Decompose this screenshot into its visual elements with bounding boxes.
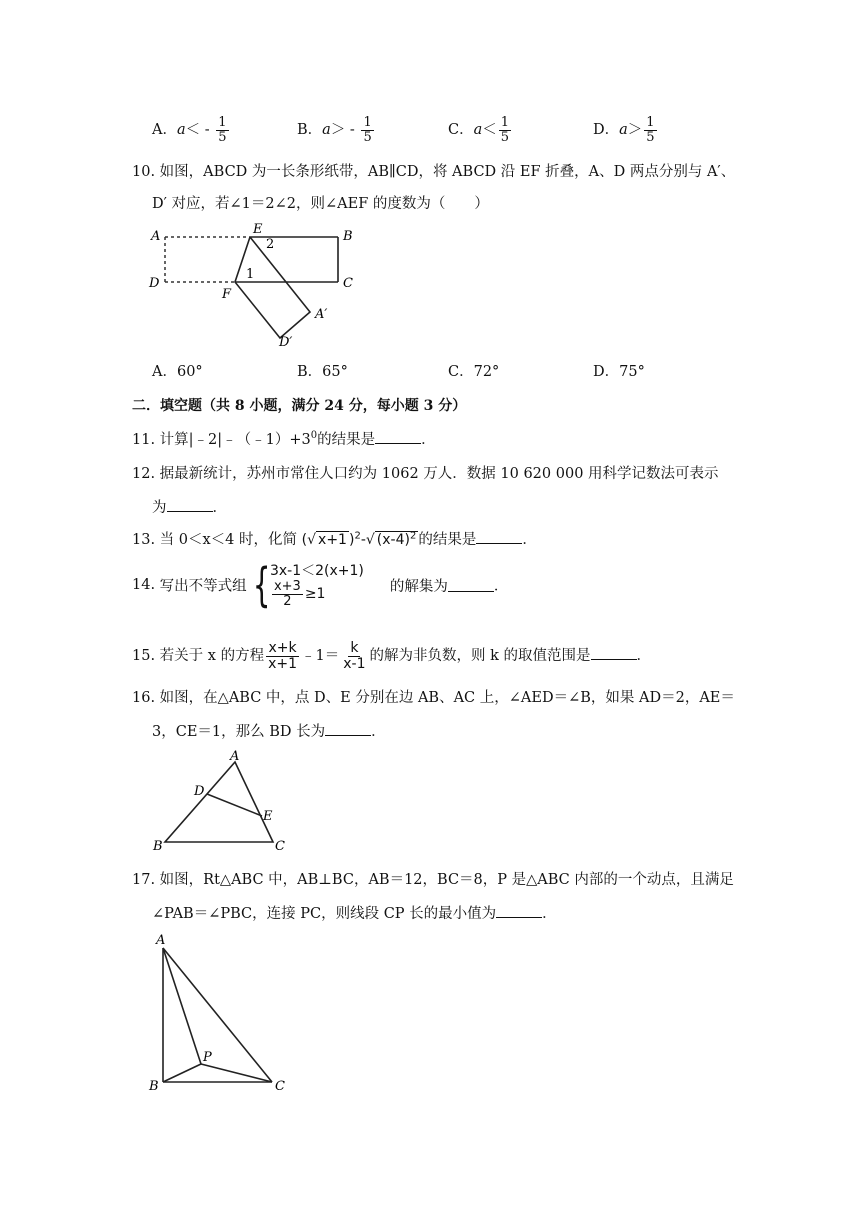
q12-text-line1: 12. 据最新统计，苏州市常住人口约为 1062 万人．数据 10 620 000 用科学记数法可表示: [132, 466, 719, 482]
q10-label-e: E: [253, 222, 263, 237]
q10-text-line1: 10. 如图，ABCD 为一长条形纸带，AB∥CD，将 ABCD 沿 EF 折叠，A、D 两点分别与 A′、: [132, 164, 736, 180]
q17-figure: [145, 930, 290, 1098]
q10-label-d: D: [149, 276, 160, 291]
q10-label-c: C: [343, 276, 353, 291]
q10-option-a: A．60°: [152, 364, 203, 380]
q10-option-b: B．65°: [297, 364, 348, 380]
q15-text: 15. 若关于 x 的方程 $\frac{x+k}{x+1}$ ﹣1＝ $\frac{k}{x-1}$ 的解为非负数，则 k 的取值范围是 ．: [132, 640, 652, 672]
q10-figure: [145, 220, 365, 350]
section-heading: 二．填空题（共 8 小题，满分 24 分，每小题 3 分）: [132, 398, 467, 414]
q16-figure: [145, 748, 295, 856]
q14-text: 14. 写出不等式组 { 3x-1＜2(x+1) $\frac{x+3}{2}$ ≥1 的解集为 ．: [132, 558, 509, 613]
q10-label-1: 1: [246, 267, 255, 282]
q17-label-c: C: [275, 1079, 285, 1094]
q16-label-e: E: [263, 809, 273, 824]
q16-text-line1: 16. 如图，在△ABC 中，点 D、E 分别在边 AB、AC 上，∠AED＝∠B，如果 AD＝2，AE＝: [132, 690, 735, 706]
q16-answer-blank[interactable]: [325, 723, 371, 736]
q16-label-c: C: [275, 839, 285, 854]
q16-label-d: D: [194, 784, 205, 799]
q10-option-d: D．75°: [593, 364, 645, 380]
q11-answer-blank[interactable]: [375, 431, 421, 444]
q9-option-c: C．a＜ $\frac{1}{5}$: [448, 115, 510, 145]
q17-text-line2: ∠PAB＝∠PBC，连接 PC，则线段 CP 长的最小值为 ．: [152, 906, 557, 922]
q12-answer-blank[interactable]: [167, 499, 213, 512]
q13-answer-blank[interactable]: [476, 531, 522, 544]
q17-text-line1: 17. 如图，Rt△ABC 中，AB⊥BC，AB＝12，BC＝8，P 是△ABC 内部的一个动点，且满足: [132, 872, 734, 888]
q10-label-f: F: [222, 287, 232, 302]
q16-label-b: B: [153, 839, 163, 854]
q9-option-a: A．a＜ - $\frac{1}{5}$: [152, 115, 227, 145]
q10-label-d-prime: D′: [279, 335, 293, 350]
q10-label-a: A: [151, 229, 161, 244]
q17-label-p: P: [203, 1050, 212, 1065]
q17-label-b: B: [149, 1079, 159, 1094]
q14-answer-blank[interactable]: [448, 579, 494, 592]
q17-answer-blank[interactable]: [496, 905, 542, 918]
q10-label-2: 2: [266, 237, 275, 252]
q9-option-b: B．a＞ - $\frac{1}{5}$: [297, 115, 372, 145]
q11-text: 11. 计算$|﹣2|﹣(﹣1)+3^0$的结果是 ．: [132, 430, 436, 448]
q9-option-d: D．a＞ $\frac{1}{5}$: [593, 115, 655, 145]
q10-label-a-prime: A′: [315, 307, 328, 322]
q12-text-line2: 为 ．: [152, 500, 227, 516]
q15-answer-blank[interactable]: [591, 647, 637, 660]
q10-text-line2: D′ 对应，若∠1＝2∠2，则∠AEF 的度数为（ ）: [152, 196, 489, 212]
q16-text-line2: 3，CE＝1，那么 BD 长为 ．: [152, 724, 386, 740]
q17-label-a: A: [156, 933, 166, 948]
q16-label-a: A: [230, 749, 240, 764]
q10-option-c: C．72°: [448, 364, 500, 380]
q10-label-b: B: [343, 229, 353, 244]
q13-text: 13. 当 0＜x＜4 时，化简 (√ x+1 )$^2$-√ $(x-4)^2$ 的结果是 ．: [132, 530, 537, 548]
